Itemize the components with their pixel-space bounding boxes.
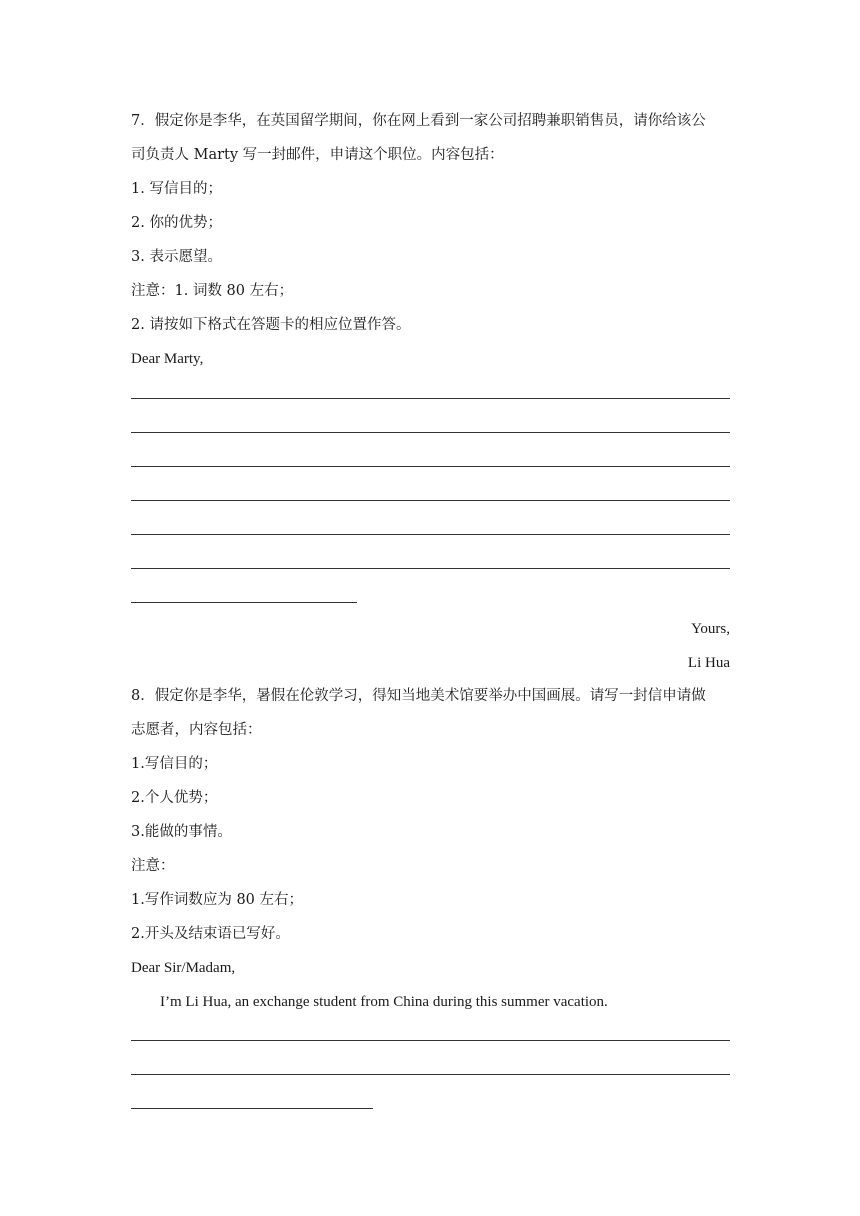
q7-note-1: 注意：1. 词数 80 左右； bbox=[131, 283, 294, 299]
q8-item-3: 3.能做的事情。 bbox=[131, 824, 232, 840]
q7-answer-line-2 bbox=[131, 432, 730, 433]
q7-salutation: Dear Marty, bbox=[131, 351, 204, 367]
q8-answer-line-1 bbox=[131, 1040, 730, 1041]
q7-answer-line-4 bbox=[131, 500, 730, 501]
q8-note-2: 2.开头及结束语已写好。 bbox=[131, 926, 290, 942]
q8-note-1: 1.写作词数应为 80 左右； bbox=[131, 892, 304, 908]
q7-answer-line-1 bbox=[131, 398, 730, 399]
q7-answer-line-7 bbox=[131, 602, 357, 603]
q8-salutation: Dear Sir/Madam, bbox=[131, 960, 236, 976]
q8-item-2: 2.个人优势； bbox=[131, 790, 218, 806]
q8-item-1: 1.写信目的； bbox=[131, 756, 218, 772]
q7-answer-line-5 bbox=[131, 534, 730, 535]
q7-item-2: 2. 你的优势； bbox=[131, 215, 222, 231]
q8-prompt-line-2: 志愿者，内容包括： bbox=[131, 722, 262, 738]
q8-prompt-line-1: 8．假定你是李华，暑假在伦敦学习，得知当地美术馆要举办中国画展。请写一封信申请做 bbox=[131, 688, 706, 704]
q8-answer-line-3 bbox=[131, 1108, 373, 1109]
q7-item-1: 1. 写信目的； bbox=[131, 181, 222, 197]
q7-answer-line-6 bbox=[131, 568, 730, 569]
q7-prompt-line-2: 司负责人 Marty 写一封邮件，申请这个职位。内容包括： bbox=[131, 147, 504, 163]
q8-answer-line-2 bbox=[131, 1074, 730, 1075]
q7-signature: Li Hua bbox=[687, 655, 730, 671]
q8-opening-sentence: I’m Li Hua, an exchange student from China during this summer vacation. bbox=[160, 994, 608, 1010]
q7-note-2: 2. 请按如下格式在答题卡的相应位置作答。 bbox=[131, 317, 411, 333]
q7-item-3: 3. 表示愿望。 bbox=[131, 249, 222, 265]
q7-closing: Yours, bbox=[691, 621, 730, 637]
q8-note-label: 注意： bbox=[131, 858, 175, 874]
q7-answer-line-3 bbox=[131, 466, 730, 467]
q7-prompt-line-1: 7．假定你是李华，在英国留学期间，你在网上看到一家公司招聘兼职销售员，请你给该公 bbox=[131, 113, 706, 129]
